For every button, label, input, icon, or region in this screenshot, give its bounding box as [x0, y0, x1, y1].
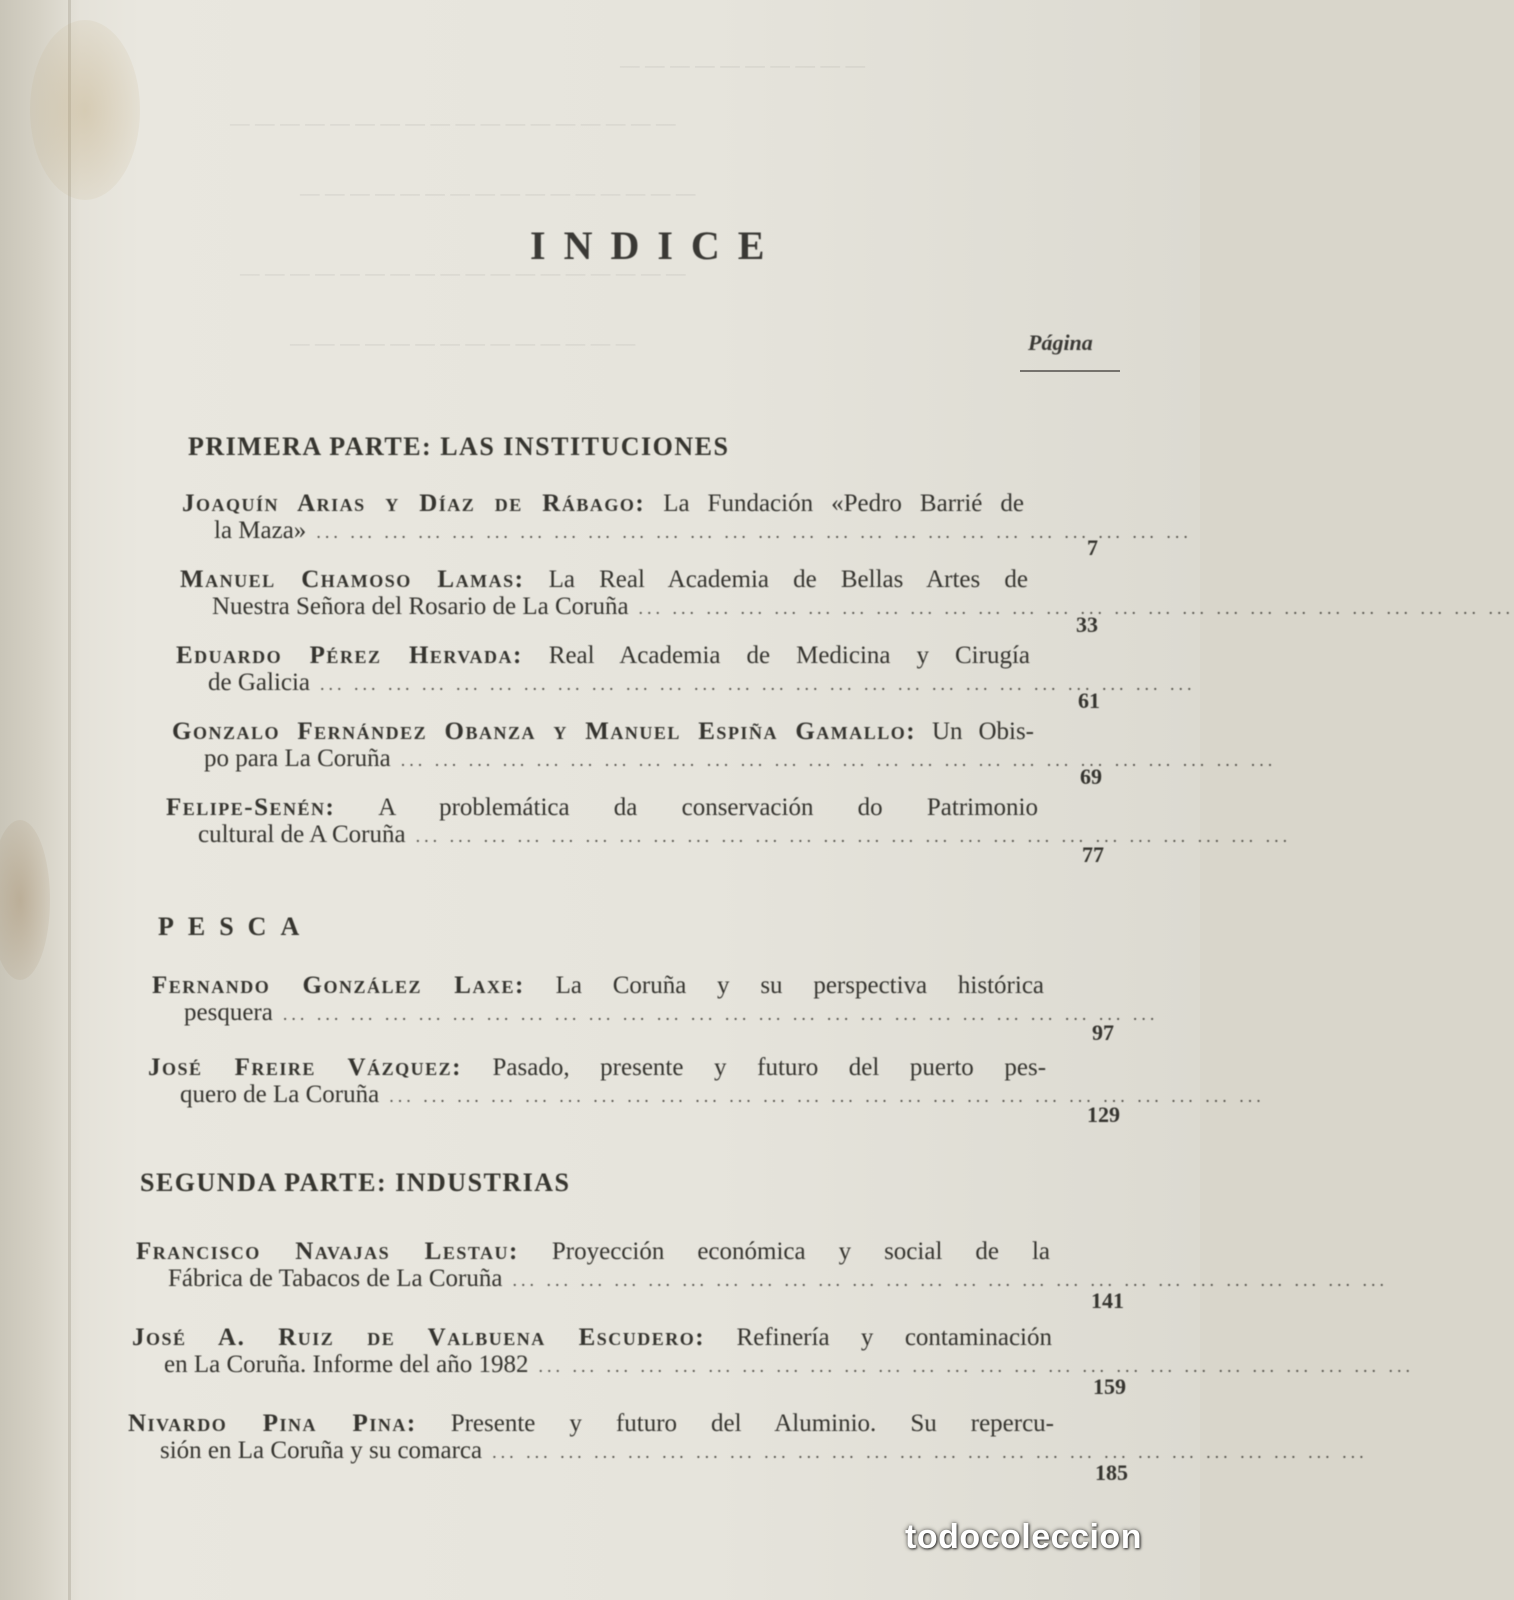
toc-page-number: 77: [1082, 842, 1104, 867]
toc-title: A problemática da conservación do Patrimonio: [378, 794, 1039, 821]
toc-entry-line1: [180, 566, 1028, 593]
toc-page-number: 129: [1087, 1102, 1120, 1127]
toc-title-continued: sión en La Coruña y su comarca: [160, 1437, 483, 1464]
toc-page-number: 141: [1091, 1288, 1124, 1313]
show-through-text: — — — — — — — — — — — — — — — —: [300, 180, 696, 205]
toc-title: Refinería y contaminación: [736, 1324, 1052, 1351]
toc-entry: [172, 718, 1277, 774]
show-through-text: — — — — — — — — — — — — — — — — — —: [240, 260, 686, 285]
leader-dots: ... ... ... ... ... ... ... ... ... ... ... ... ... ... ... ... ... ... ... ... ... ... ... ... ... ...: [316, 522, 1192, 542]
toc-entry-line2: [180, 593, 1514, 622]
page-column-label: Página: [1028, 330, 1093, 355]
show-through-text: — — — — — — — — — —: [620, 52, 866, 77]
leader-dots: ... ... ... ... ... ... ... ... ... ... ... ... ... ... ... ... ... ... ... ... ... ... ... ... ... ...: [492, 1442, 1368, 1462]
page-column-rule: [1020, 370, 1120, 372]
toc-title: Presente y futuro del Aluminio. Su repercu-: [450, 1410, 1055, 1437]
toc-entry-line2: [128, 1437, 1368, 1466]
toc-page-number: 61: [1078, 688, 1100, 713]
toc-author: José A. Ruiz de Valbuena Escudero:: [132, 1324, 706, 1351]
toc-entry-line2: [182, 517, 1192, 546]
toc-entry-line1: [152, 972, 1044, 999]
leader-dots: ... ... ... ... ... ... ... ... ... ... ... ... ... ... ... ... ... ... ... ... ... ... ... ... ... ...: [400, 750, 1277, 770]
toc-entry: [136, 1238, 1388, 1294]
toc-title-continued: la Maza»: [214, 517, 307, 544]
toc-title-continued: po para La Coruña: [204, 745, 391, 772]
toc-entry-line1: [136, 1238, 1050, 1265]
toc-author: Nivardo Pina Pina:: [128, 1410, 417, 1437]
show-through-text: — — — — — — — — — — — — — — — — — —: [230, 110, 676, 135]
toc-entry: [176, 642, 1196, 698]
toc-author: Manuel Chamoso Lamas:: [180, 566, 525, 593]
toc-entry-line2: [132, 1351, 1414, 1380]
section-heading: PESCA: [158, 912, 314, 941]
toc-author: José Freire Vázquez:: [148, 1054, 462, 1081]
toc-title-continued: quero de La Coruña: [180, 1081, 380, 1108]
toc-entry-line2: [176, 669, 1196, 698]
toc-entry-line2: [148, 1081, 1265, 1110]
toc-title-continued: pesquera: [184, 999, 273, 1026]
toc-author: Eduardo Pérez Hervada:: [176, 642, 523, 669]
toc-entry-line1: [166, 794, 1038, 821]
toc-title: La Real Academia de Bellas Artes de: [548, 566, 1028, 593]
toc-entry: [148, 1054, 1265, 1110]
toc-author: Joaquín Arias y Díaz de Rábago:: [182, 490, 646, 517]
toc-title-continued: Fábrica de Tabacos de La Coruña: [168, 1265, 503, 1292]
toc-entry-line2: [166, 821, 1292, 850]
toc-entry-line1: [176, 642, 1030, 669]
toc-entry: [152, 972, 1159, 1028]
toc-entry-line2: [152, 999, 1159, 1028]
leader-dots: ... ... ... ... ... ... ... ... ... ... ... ... ... ... ... ... ... ... ... ... ... ... ... ... ... ...: [538, 1356, 1414, 1376]
toc-author: Francisco Navajas Lestau:: [136, 1238, 519, 1265]
leader-dots: ... ... ... ... ... ... ... ... ... ... ... ... ... ... ... ... ... ... ... ... ... ... ... ... ... ...: [389, 1086, 1265, 1106]
show-through-text: — — — — — — — — — — — — — —: [290, 330, 636, 355]
leader-dots: ... ... ... ... ... ... ... ... ... ... ... ... ... ... ... ... ... ... ... ... ... ... ... ... ... ...: [415, 826, 1292, 846]
toc-entry-line1: [172, 718, 1034, 745]
toc-author: Gonzalo Fernández Obanza y Manuel Espiña Gamallo:: [172, 718, 917, 745]
paper-stain: [30, 20, 140, 200]
binding-edge: [68, 0, 71, 1600]
toc-title-continued: cultural de A Coruña: [198, 821, 406, 848]
toc-title: Pasado, presente y futuro del puerto pes-: [492, 1054, 1047, 1081]
toc-entry-line1: [128, 1410, 1054, 1437]
toc-entry: [182, 490, 1192, 546]
leader-dots: ... ... ... ... ... ... ... ... ... ... ... ... ... ... ... ... ... ... ... ... ... ... ... ... ... ...: [282, 1004, 1159, 1024]
toc-entry: [132, 1324, 1414, 1380]
toc-page-number: 7: [1087, 535, 1098, 560]
leader-dots: ... ... ... ... ... ... ... ... ... ... ... ... ... ... ... ... ... ... ... ... ... ... ... ... ... ...: [320, 674, 1196, 694]
toc-page-number: 185: [1095, 1460, 1128, 1485]
toc-page-number: 159: [1093, 1374, 1126, 1399]
page-title: INDICE: [530, 223, 783, 268]
leader-dots: ... ... ... ... ... ... ... ... ... ... ... ... ... ... ... ... ... ... ... ... ... ... ... ... ... ...: [512, 1270, 1388, 1290]
leader-dots: ... ... ... ... ... ... ... ... ... ... ... ... ... ... ... ... ... ... ... ... ... ... ... ... ... ...: [638, 598, 1514, 618]
toc-entry: [180, 566, 1514, 622]
toc-page-number: 33: [1076, 612, 1098, 637]
section-heading: SEGUNDA PARTE: INDUSTRIAS: [140, 1168, 571, 1197]
toc-author: Fernando González Laxe:: [152, 972, 525, 999]
toc-author: Felipe-Senén:: [166, 794, 336, 821]
toc-entry-line1: [132, 1324, 1052, 1351]
toc-entry-line2: [136, 1265, 1388, 1294]
toc-entry-line1: [148, 1054, 1046, 1081]
toc-title: Un Obis-: [932, 718, 1034, 745]
toc-title: La Fundación «Pedro Barrié de: [663, 490, 1025, 517]
section-heading: PRIMERA PARTE: LAS INSTITUCIONES: [188, 432, 730, 461]
toc-entry-line1: [182, 490, 1024, 517]
toc-entry: [166, 794, 1292, 850]
toc-title: Real Academia de Medicina y Cirugía: [548, 642, 1030, 669]
toc-entry-line2: [172, 745, 1277, 774]
toc-page-number: 69: [1080, 764, 1102, 789]
toc-title: Proyección económica y social de la: [551, 1238, 1051, 1265]
toc-page-number: 97: [1092, 1020, 1114, 1045]
toc-title-continued: de Galicia: [208, 669, 311, 696]
toc-title-continued: en La Coruña. Informe del año 1982: [164, 1351, 529, 1378]
toc-title: La Coruña y su perspectiva histórica: [555, 972, 1045, 999]
toc-entry: [128, 1410, 1368, 1466]
toc-title-continued: Nuestra Señora del Rosario de La Coruña: [212, 593, 629, 620]
watermark-logo: todocoleccion: [905, 1518, 1142, 1556]
